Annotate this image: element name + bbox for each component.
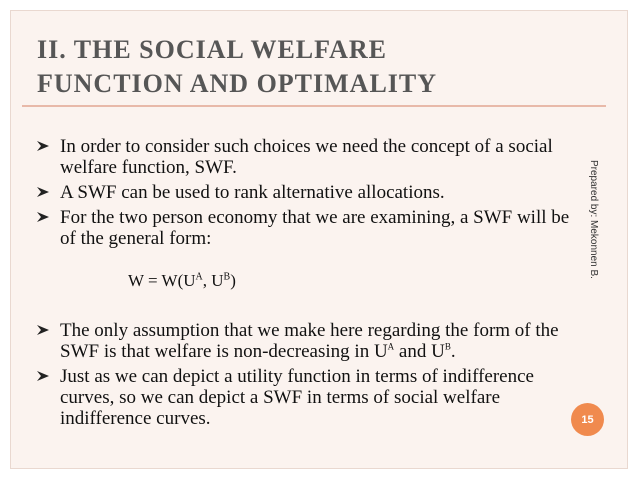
equation-sup-b: B [223, 271, 231, 283]
equation-end: ) [230, 271, 236, 290]
title-line-1: II. THE SOCIAL WELFARE [37, 35, 387, 64]
bullet-text: In order to consider such choices we need the concept of a social welfare function, SWF. [60, 136, 553, 178]
bullet-text-part: and U [394, 341, 445, 362]
equation-lhs: W = W(U [128, 271, 196, 290]
bullet-item [36, 207, 576, 249]
arrowhead-bullet-icon [36, 369, 50, 383]
title-line-2: FUNCTION AND OPTIMALITY [37, 69, 438, 98]
superscript-b: B [444, 341, 451, 352]
bullet-text-part: . [450, 341, 456, 362]
bullet-text: Just as we can depict a utility function in terms of indifference curves, so we can depict a SWF in terms of social welfare indifference curves. [60, 366, 534, 429]
bullet-item [36, 366, 576, 429]
bullet-text-part: The only assumption that we make here regarding the form of the SWF is that welfare is non-decreasing in U [60, 320, 559, 362]
author-side-label: Prepared by: Mekonnen B. [588, 160, 599, 279]
swf-equation [128, 271, 236, 291]
slide-title [37, 33, 437, 101]
bullet-item [36, 136, 576, 178]
title-divider [22, 105, 606, 107]
arrowhead-bullet-icon [36, 210, 50, 224]
bullet-list-top [36, 136, 576, 253]
bullet-item [36, 320, 576, 362]
equation-mid: , U [202, 271, 224, 290]
bullet-text: For the two person economy that we are examining, a SWF will be of the general form: [60, 207, 570, 249]
page-number-badge: 15 [571, 403, 604, 436]
arrowhead-bullet-icon [36, 185, 50, 199]
superscript-a: A [387, 341, 395, 352]
bullet-item [36, 182, 576, 203]
bullet-text [60, 320, 559, 362]
arrowhead-bullet-icon [36, 323, 50, 337]
bullet-text: A SWF can be used to rank alternative allocations. [60, 182, 445, 203]
bullet-list-bottom [36, 320, 576, 433]
equation-sup-a: A [195, 271, 203, 283]
arrowhead-bullet-icon [36, 139, 50, 153]
